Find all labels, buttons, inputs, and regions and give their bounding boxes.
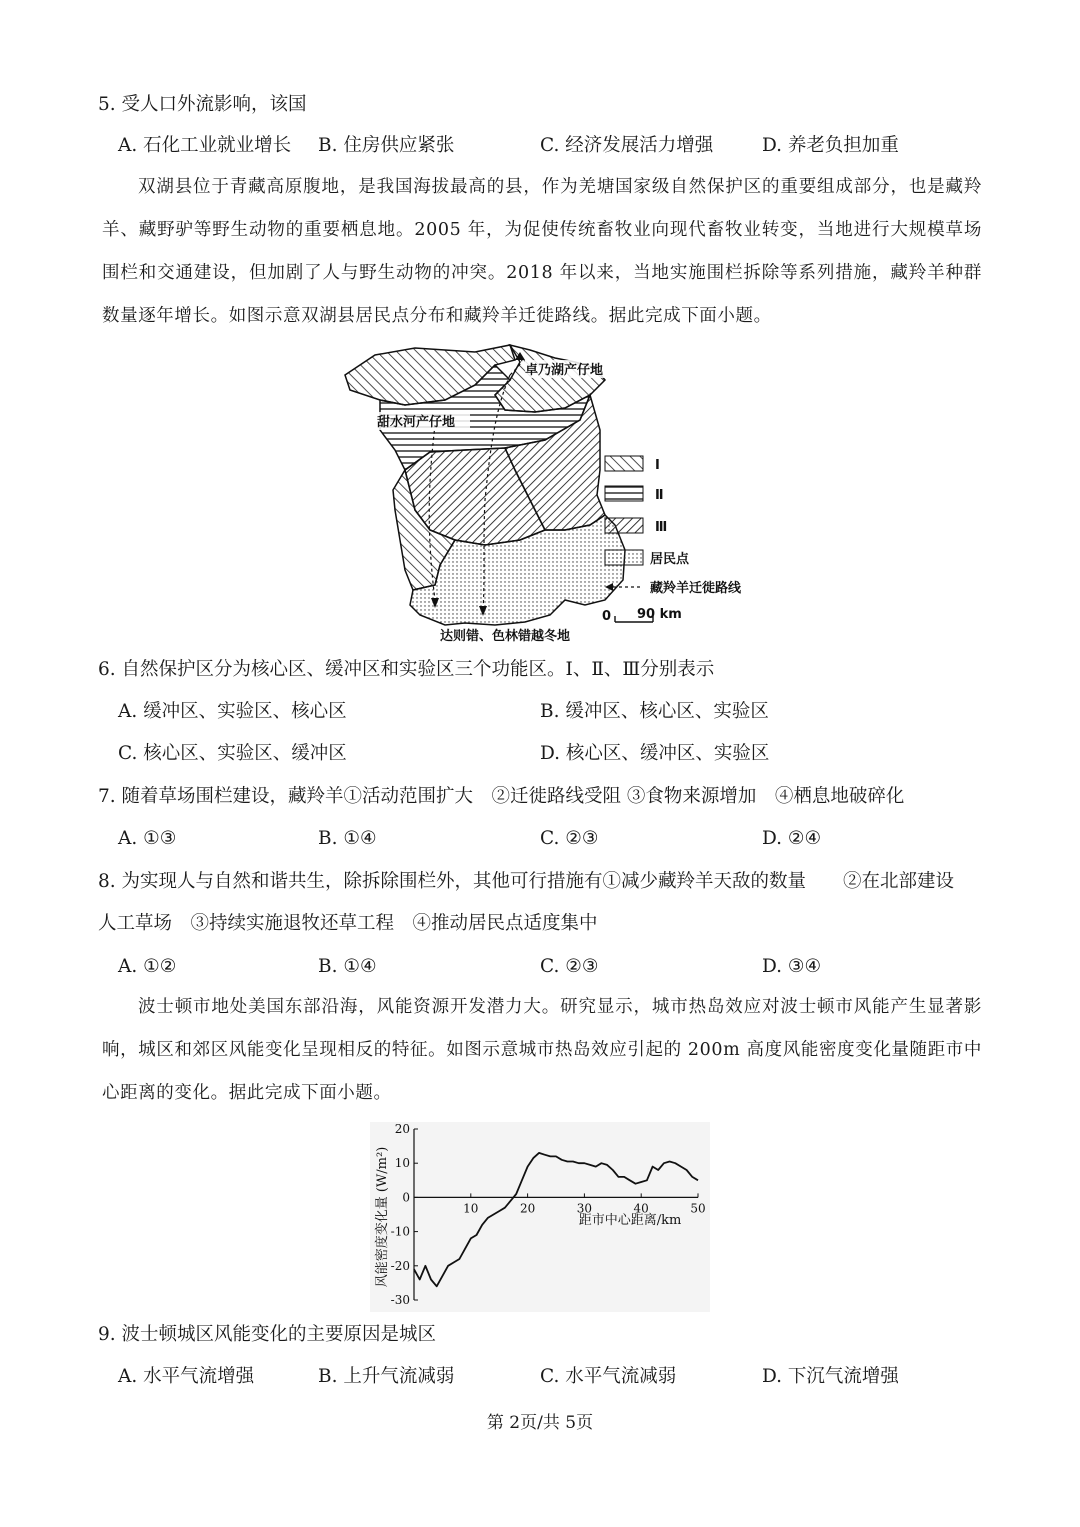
passage-shuanghu: 双湖县位于青藏高原腹地，是我国海拔最高的县，作为羌塘国家级自然保护区的重要组成部分，也是藏羚羊、藏野驴等野生动物的重要栖息地。2005 年，为促使传统畜牧业向现代畜牧业转变，当地进行大规模草场围栏和交通建设，但加剧了人与野生动物的冲突。2018 年以来，当地实施围栏拆除等系列措施，藏羚羊种群数量逐年增长。如图示意双湖县居民点分布和藏羚羊迁徙路线。据此完成下面小题。: [102, 177, 982, 326]
legend-settlement: 居民点: [650, 552, 690, 567]
passage-boston: 波士顿市地处美国东部沿海，风能资源开发潜力大。研究显示，城市热岛效应对波士顿市风能产生显著影响，城区和郊区风能变化呈现相反的特征。如图示意城市热岛效应引起的 200m 高度风能密度变化量随距市中心距离的变化。据此完成下面小题。: [102, 997, 982, 1103]
legend-i: Ⅰ: [655, 458, 660, 473]
question-7-stem: 7. 随着草场围栏建设，藏羚羊①活动范围扩大 ②迁徙路线受阻 ③食物来源增加 ④栖息地破碎化: [98, 786, 905, 807]
q8-option-d[interactable]: D. ③④: [762, 956, 822, 977]
chart-y-tick-label: 20: [394, 1122, 410, 1136]
q8-option-b[interactable]: B. ①④: [318, 956, 377, 977]
chart-x-tick-label: 40: [633, 1201, 649, 1216]
q6-option-d[interactable]: D. 核心区、缓冲区、实验区: [540, 743, 770, 764]
label-wintering: 达则错、色林错越冬地: [440, 629, 571, 644]
legend-ii: Ⅱ: [655, 488, 664, 503]
chart-y-axis-label: 风能密度变化量 (W/m²): [375, 1146, 390, 1288]
q6-option-b[interactable]: B. 缓冲区、核心区、实验区: [540, 701, 769, 722]
shuanghu-map-figure: [335, 340, 755, 650]
label-tianshuihe: 甜水河产仔地: [377, 415, 456, 430]
q7-option-a[interactable]: A. ①③: [118, 828, 177, 849]
q6-option-c[interactable]: C. 核心区、实验区、缓冲区: [118, 743, 347, 764]
legend-iii: Ⅲ: [655, 520, 668, 535]
label-zhuonaihu: 卓乃湖产仔地: [525, 363, 604, 378]
question-5-stem: 5. 受人口外流影响，该国: [98, 94, 307, 115]
q5-option-b[interactable]: B. 住房供应紧张: [318, 135, 455, 156]
q7-option-b[interactable]: B. ①④: [318, 828, 377, 849]
q5-option-d[interactable]: D. 养老负担加重: [762, 135, 899, 156]
page-footer: 第 2页/共 5页: [486, 1413, 594, 1433]
scale-label: 90 km: [637, 607, 682, 622]
chart-y-tick-label: 0: [402, 1190, 410, 1205]
q9-option-a[interactable]: A. 水平气流增强: [118, 1366, 255, 1387]
q9-option-d[interactable]: D. 下沉气流增强: [762, 1366, 899, 1387]
chart-x-tick-label: 30: [576, 1201, 593, 1216]
map-legend: [602, 456, 742, 624]
wind-energy-chart: [370, 1122, 710, 1312]
q7-option-d[interactable]: D. ②④: [762, 828, 822, 849]
q9-option-b[interactable]: B. 上升气流减弱: [318, 1366, 455, 1387]
question-6-stem: 6. 自然保护区分为核心区、缓冲区和实验区三个功能区。Ⅰ、Ⅱ、Ⅲ分别表示: [98, 659, 715, 680]
q8-option-c[interactable]: C. ②③: [540, 956, 599, 977]
q5-option-c[interactable]: C. 经济发展活力增强: [540, 135, 714, 156]
question-9-stem: 9. 波士顿城区风能变化的主要原因是城区: [98, 1324, 437, 1345]
legend-migration-route: 藏羚羊迁徙路线: [650, 581, 742, 596]
question-8-stem-line2: 人工草场 ③持续实施退牧还草工程 ④推动居民点适度集中: [98, 913, 598, 934]
q9-option-c[interactable]: C. 水平气流减弱: [540, 1366, 677, 1387]
chart-y-tick-label: 10: [394, 1156, 410, 1171]
chart-y-tick-label: -20: [390, 1258, 410, 1273]
q7-option-c[interactable]: C. ②③: [540, 828, 599, 849]
scale-zero: 0: [602, 609, 612, 624]
question-8-stem-line1: 8. 为实现人与自然和谐共生，除拆除围栏外，其他可行措施有①减少藏羚羊天敌的数量 ②在北部建设: [98, 871, 955, 892]
q5-option-a[interactable]: A. 石化工业就业增长: [118, 135, 292, 156]
chart-x-tick-label: 10: [463, 1201, 479, 1216]
chart-x-axis-label: 距市中心距离/km: [578, 1213, 682, 1228]
chart-y-tick-label: -10: [390, 1224, 410, 1239]
q8-option-a[interactable]: A. ①②: [118, 956, 177, 977]
chart-y-tick-label: -30: [390, 1293, 410, 1307]
chart-x-tick-label: 50: [690, 1201, 706, 1216]
q6-option-a[interactable]: A. 缓冲区、实验区、核心区: [118, 701, 347, 722]
chart-x-tick-label: 20: [519, 1201, 536, 1216]
